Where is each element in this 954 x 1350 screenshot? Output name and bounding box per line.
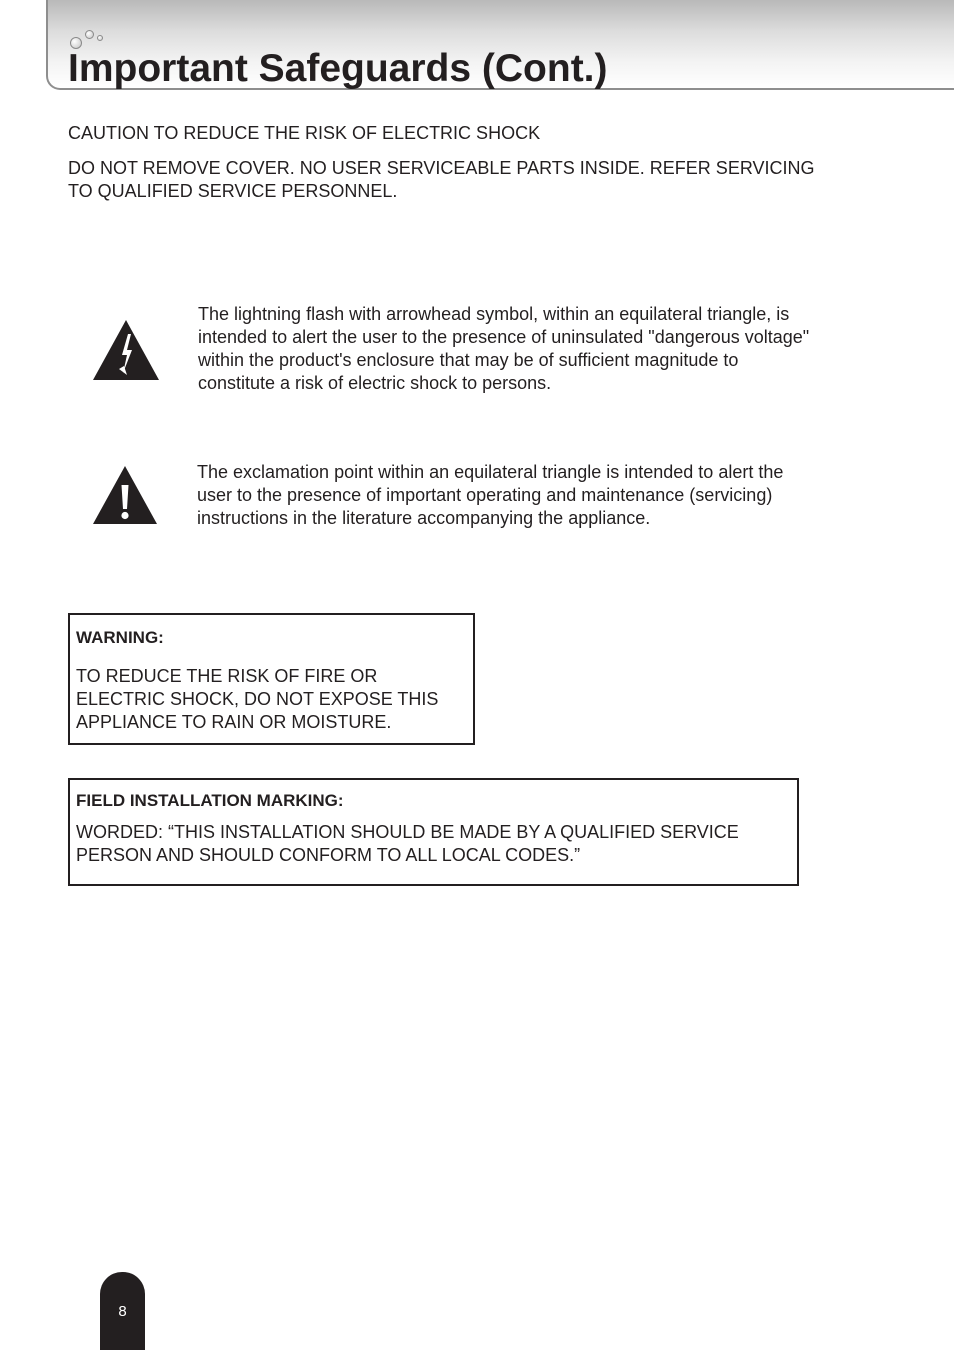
page-number: 8 [118, 1303, 127, 1320]
exclamation-description: The exclamation point within an equilateral triangle is intended to alert the user to the presence of important operating and maintenance (servicing) instructions in the literature accompanying the appliance. [197, 462, 784, 528]
warning-heading: WARNING: [76, 628, 164, 647]
lightning-description: The lightning flash with arrowhead symbol, within an equilateral triangle, is intended to alert the user to the presence of uninsulated "dangerous voltage" within the product's enclosure that may be of sufficient magnitude to constitute a risk of electric shock to persons. [198, 304, 810, 393]
warning-text: TO REDUCE THE RISK OF FIRE OR ELECTRIC SHOCK, DO NOT EXPOSE THIS APPLIANCE TO RAIN OR MOISTURE. [76, 666, 439, 732]
warning-box [68, 613, 475, 745]
lightning-triangle-icon [92, 319, 160, 381]
field-installation-box [68, 778, 799, 886]
field-installation-heading: FIELD INSTALLATION MARKING: [76, 791, 344, 810]
caution-instructions: DO NOT REMOVE COVER. NO USER SERVICEABLE PARTS INSIDE. REFER SERVICING TO QUALIFIED SERVICE PERSONNEL. [68, 158, 815, 201]
field-installation-text: WORDED: “THIS INSTALLATION SHOULD BE MADE BY A QUALIFIED SERVICE PERSON AND SHOULD CONFORM TO ALL LOCAL CODES.” [76, 822, 739, 865]
lightning-symbol-section [68, 303, 868, 403]
page-title: Important Safeguards (Cont.) [68, 47, 608, 90]
caution-heading: CAUTION TO REDUCE THE RISK OF ELECTRIC SHOCK [68, 123, 541, 143]
exclamation-triangle-icon [92, 465, 158, 525]
page-number-tab [100, 1272, 145, 1350]
exclamation-symbol-section [68, 461, 868, 541]
